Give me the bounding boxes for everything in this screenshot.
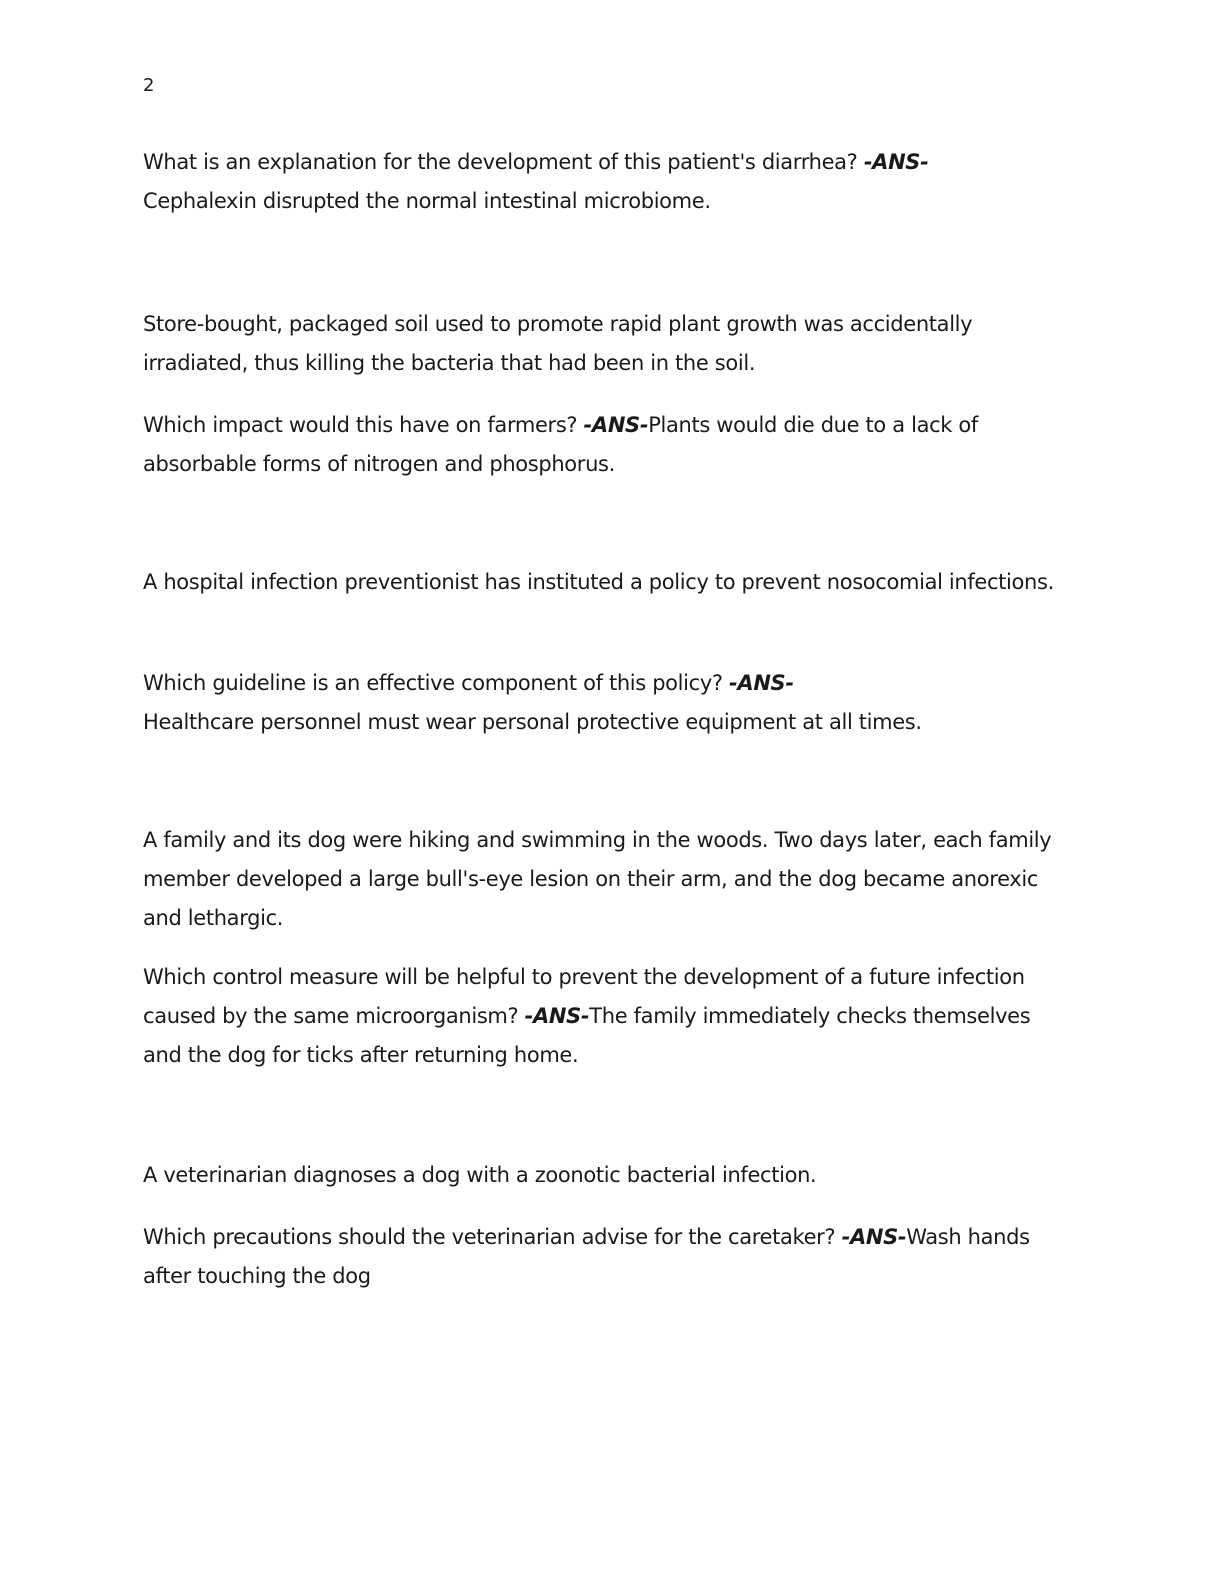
ans-marker: -ANS-	[583, 413, 649, 437]
qa-4	[143, 958, 1073, 1075]
context-4: A family and its dog were hiking and swimming in the woods. Two days later, each family member developed a large bull's-eye lesion on their arm, and the dog became anorexic and lethargic.	[143, 828, 1052, 930]
ans-marker: -ANS-	[729, 671, 794, 695]
question-text: Which impact would this have on farmers?	[143, 413, 584, 437]
context-2: Store-bought, packaged soil used to promote rapid plant growth was accidentally irradiated, thus killing the bacteria that had been in the soil.	[143, 312, 973, 375]
ans-marker: -ANS-	[841, 1225, 907, 1249]
page-number: 2	[143, 75, 155, 96]
question-text: What is an explanation for the development of this patient's diarrhea?	[143, 150, 864, 174]
answer-text: Wash hands after touching the dog	[143, 1225, 1030, 1288]
question-text: Which guideline is an effective component of this policy?	[143, 671, 730, 695]
answer-text: The family immediately checks themselves and the dog for ticks after returning home.	[143, 1004, 1031, 1067]
ans-marker: -ANS-	[863, 150, 929, 174]
question-text: Which control measure will be helpful to prevent the development of a future infection caused by the same microorganism?	[143, 965, 1025, 1028]
ans-marker: -ANS-	[524, 1004, 590, 1028]
answer-text: Cephalexin disrupted the normal intestinal microbiome.	[143, 189, 711, 213]
context-5: A veterinarian diagnoses a dog with a zoonotic bacterial infection.	[143, 1163, 817, 1187]
question-text: Which precautions should the veterinarian advise for the caretaker?	[143, 1225, 842, 1249]
answer-text: Plants would die due to a lack of absorbable forms of nitrogen and phosphorus.	[143, 413, 978, 476]
qa-2	[143, 406, 1073, 484]
qa-1	[143, 143, 1073, 221]
context-3: A hospital infection preventionist has instituted a policy to prevent nosocomial infections.	[143, 570, 1054, 594]
qa-3	[143, 664, 1073, 742]
qa-5	[143, 1218, 1073, 1296]
answer-text: Healthcare personnel must wear personal protective equipment at all times.	[143, 710, 922, 734]
